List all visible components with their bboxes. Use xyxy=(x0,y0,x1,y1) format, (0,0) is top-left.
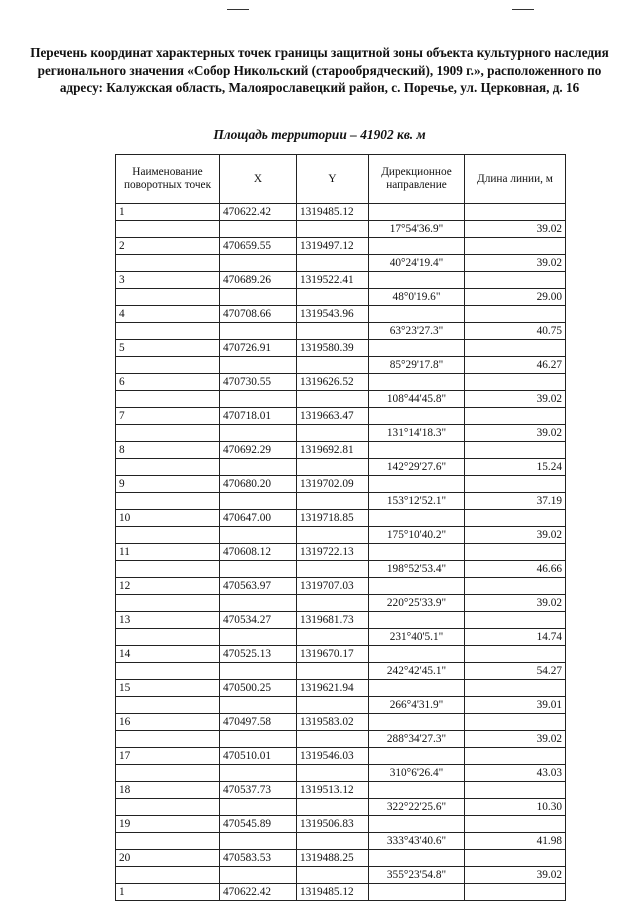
point-name: 7 xyxy=(116,408,220,425)
header-dash-left xyxy=(227,9,249,10)
point-name: 20 xyxy=(116,850,220,867)
empty-cell xyxy=(220,255,297,272)
empty-cell xyxy=(220,833,297,850)
segment-length: 39.02 xyxy=(465,527,566,544)
point-x: 470563.97 xyxy=(220,578,297,595)
point-y: 1319722.13 xyxy=(297,544,369,561)
segment-length: 29.00 xyxy=(465,289,566,306)
empty-cell xyxy=(297,595,369,612)
empty-cell xyxy=(369,272,465,289)
segment-length: 14.74 xyxy=(465,629,566,646)
point-y: 1319513.12 xyxy=(297,782,369,799)
empty-cell xyxy=(297,527,369,544)
point-name: 6 xyxy=(116,374,220,391)
empty-cell xyxy=(369,782,465,799)
segment-length: 39.02 xyxy=(465,425,566,442)
empty-cell xyxy=(465,238,566,255)
empty-cell xyxy=(220,663,297,680)
empty-cell xyxy=(297,731,369,748)
empty-cell xyxy=(369,816,465,833)
empty-cell xyxy=(465,578,566,595)
empty-cell xyxy=(369,612,465,629)
empty-cell xyxy=(220,391,297,408)
table-row xyxy=(116,612,566,629)
empty-cell xyxy=(116,323,220,340)
segment-length: 39.02 xyxy=(465,221,566,238)
point-y: 1319663.47 xyxy=(297,408,369,425)
table-row xyxy=(116,714,566,731)
empty-cell xyxy=(297,459,369,476)
empty-cell xyxy=(369,306,465,323)
empty-cell xyxy=(116,799,220,816)
point-x: 470726.91 xyxy=(220,340,297,357)
area-caption: Площадь территории – 41902 кв. м xyxy=(213,127,426,142)
table-row xyxy=(116,782,566,799)
segment-direction: 266°4'31.9" xyxy=(369,697,465,714)
point-y: 1319497.12 xyxy=(297,238,369,255)
table-body xyxy=(116,204,566,901)
table-row xyxy=(116,765,566,782)
empty-cell xyxy=(465,714,566,731)
point-x: 470647.00 xyxy=(220,510,297,527)
point-name: 2 xyxy=(116,238,220,255)
table-row xyxy=(116,527,566,544)
point-y: 1319626.52 xyxy=(297,374,369,391)
header-dash-right xyxy=(512,9,534,10)
empty-cell xyxy=(369,510,465,527)
segment-length: 46.27 xyxy=(465,357,566,374)
table-row xyxy=(116,884,566,901)
empty-cell xyxy=(369,544,465,561)
empty-cell xyxy=(465,884,566,901)
empty-cell xyxy=(220,731,297,748)
table-row xyxy=(116,408,566,425)
empty-cell xyxy=(465,680,566,697)
table-row xyxy=(116,595,566,612)
segment-direction: 63°23'27.3" xyxy=(369,323,465,340)
point-x: 470583.53 xyxy=(220,850,297,867)
empty-cell xyxy=(465,340,566,357)
empty-cell xyxy=(369,442,465,459)
empty-cell xyxy=(116,765,220,782)
point-y: 1319681.73 xyxy=(297,612,369,629)
empty-cell xyxy=(369,748,465,765)
empty-cell xyxy=(116,629,220,646)
table-row xyxy=(116,663,566,680)
point-name: 16 xyxy=(116,714,220,731)
segment-direction: 40°24'19.4" xyxy=(369,255,465,272)
point-x: 470680.20 xyxy=(220,476,297,493)
point-x: 470689.26 xyxy=(220,272,297,289)
table-row xyxy=(116,833,566,850)
segment-direction: 17°54'36.9" xyxy=(369,221,465,238)
empty-cell xyxy=(116,697,220,714)
point-x: 470730.55 xyxy=(220,374,297,391)
empty-cell xyxy=(297,799,369,816)
point-y: 1319580.39 xyxy=(297,340,369,357)
table-row xyxy=(116,255,566,272)
segment-direction: 355°23'54.8" xyxy=(369,867,465,884)
table-row xyxy=(116,510,566,527)
segment-length: 43.03 xyxy=(465,765,566,782)
empty-cell xyxy=(369,238,465,255)
empty-cell xyxy=(465,612,566,629)
point-x: 470525.13 xyxy=(220,646,297,663)
empty-cell xyxy=(116,425,220,442)
table-row xyxy=(116,238,566,255)
table-row xyxy=(116,306,566,323)
empty-cell xyxy=(297,697,369,714)
empty-cell xyxy=(116,493,220,510)
segment-direction: 198°52'53.4" xyxy=(369,561,465,578)
point-y: 1319621.94 xyxy=(297,680,369,697)
segment-length: 46.66 xyxy=(465,561,566,578)
empty-cell xyxy=(220,323,297,340)
empty-cell xyxy=(369,680,465,697)
empty-cell xyxy=(116,357,220,374)
point-y: 1319488.25 xyxy=(297,850,369,867)
empty-cell xyxy=(297,867,369,884)
table-row xyxy=(116,799,566,816)
point-y: 1319670.17 xyxy=(297,646,369,663)
header-y: Y xyxy=(297,155,369,204)
point-x: 470692.29 xyxy=(220,442,297,459)
segment-direction: 288°34'27.3" xyxy=(369,731,465,748)
empty-cell xyxy=(465,476,566,493)
empty-cell xyxy=(297,663,369,680)
point-name: 5 xyxy=(116,340,220,357)
point-y: 1319718.85 xyxy=(297,510,369,527)
empty-cell xyxy=(220,221,297,238)
empty-cell xyxy=(297,425,369,442)
point-x: 470708.66 xyxy=(220,306,297,323)
point-y: 1319485.12 xyxy=(297,204,369,221)
header-point-name: Наименование поворотных точек xyxy=(116,155,220,204)
empty-cell xyxy=(369,646,465,663)
table-row xyxy=(116,204,566,221)
empty-cell xyxy=(465,850,566,867)
empty-cell xyxy=(220,289,297,306)
point-name: 4 xyxy=(116,306,220,323)
empty-cell xyxy=(297,629,369,646)
segment-direction: 310°6'26.4" xyxy=(369,765,465,782)
table-row xyxy=(116,646,566,663)
segment-direction: 322°22'25.6" xyxy=(369,799,465,816)
table-row xyxy=(116,629,566,646)
point-name: 19 xyxy=(116,816,220,833)
empty-cell xyxy=(465,306,566,323)
segment-direction: 333°43'40.6" xyxy=(369,833,465,850)
header-direction: Дирекционное направление xyxy=(369,155,465,204)
table-row xyxy=(116,561,566,578)
empty-cell xyxy=(220,765,297,782)
point-name: 1 xyxy=(116,204,220,221)
point-x: 470718.01 xyxy=(220,408,297,425)
empty-cell xyxy=(220,527,297,544)
table-row xyxy=(116,578,566,595)
empty-cell xyxy=(116,561,220,578)
segment-direction: 85°29'17.8" xyxy=(369,357,465,374)
point-name: 3 xyxy=(116,272,220,289)
empty-cell xyxy=(297,255,369,272)
coordinates-table xyxy=(115,154,566,901)
point-x: 470545.89 xyxy=(220,816,297,833)
document-title: Перечень координат характерных точек границы защитной зоны объекта культурного наследия регионального значения «Собор Никольский (старообрядческий), 1909 г.», расположенного по адресу: Калужская область, Малоярославецкий район, с. Поречье, ул. Церковная, д. 16 xyxy=(30,45,609,96)
point-y: 1319485.12 xyxy=(297,884,369,901)
segment-length: 39.02 xyxy=(465,867,566,884)
empty-cell xyxy=(465,748,566,765)
table-row xyxy=(116,340,566,357)
table-row xyxy=(116,442,566,459)
empty-cell xyxy=(297,289,369,306)
table-row xyxy=(116,374,566,391)
empty-cell xyxy=(220,697,297,714)
table-row xyxy=(116,272,566,289)
empty-cell xyxy=(465,544,566,561)
table-row xyxy=(116,697,566,714)
empty-cell xyxy=(116,391,220,408)
empty-cell xyxy=(369,578,465,595)
point-y: 1319707.03 xyxy=(297,578,369,595)
point-name: 15 xyxy=(116,680,220,697)
segment-length: 39.02 xyxy=(465,255,566,272)
table-row xyxy=(116,544,566,561)
point-x: 470659.55 xyxy=(220,238,297,255)
empty-cell xyxy=(116,595,220,612)
empty-cell xyxy=(220,867,297,884)
point-x: 470622.42 xyxy=(220,204,297,221)
empty-cell xyxy=(116,289,220,306)
point-x: 470622.42 xyxy=(220,884,297,901)
table-row xyxy=(116,816,566,833)
point-name: 10 xyxy=(116,510,220,527)
empty-cell xyxy=(297,357,369,374)
empty-cell xyxy=(465,782,566,799)
table-row xyxy=(116,357,566,374)
empty-cell xyxy=(297,765,369,782)
empty-cell xyxy=(220,629,297,646)
point-name: 13 xyxy=(116,612,220,629)
segment-length: 39.01 xyxy=(465,697,566,714)
segment-direction: 48°0'19.6" xyxy=(369,289,465,306)
empty-cell xyxy=(465,442,566,459)
empty-cell xyxy=(116,527,220,544)
table-row xyxy=(116,221,566,238)
segment-direction: 153°12'52.1" xyxy=(369,493,465,510)
table-row xyxy=(116,850,566,867)
segment-length: 10.30 xyxy=(465,799,566,816)
empty-cell xyxy=(465,272,566,289)
empty-cell xyxy=(116,255,220,272)
segment-length: 41.98 xyxy=(465,833,566,850)
table-row xyxy=(116,459,566,476)
point-x: 470537.73 xyxy=(220,782,297,799)
point-name: 9 xyxy=(116,476,220,493)
table-row xyxy=(116,493,566,510)
empty-cell xyxy=(220,799,297,816)
point-y: 1319546.03 xyxy=(297,748,369,765)
point-x: 470534.27 xyxy=(220,612,297,629)
segment-length: 54.27 xyxy=(465,663,566,680)
segment-length: 39.02 xyxy=(465,595,566,612)
table-row xyxy=(116,867,566,884)
point-x: 470608.12 xyxy=(220,544,297,561)
empty-cell xyxy=(465,510,566,527)
table-row xyxy=(116,680,566,697)
segment-direction: 175°10'40.2" xyxy=(369,527,465,544)
empty-cell xyxy=(297,391,369,408)
point-y: 1319543.96 xyxy=(297,306,369,323)
segment-direction: 231°40'5.1" xyxy=(369,629,465,646)
point-y: 1319692.81 xyxy=(297,442,369,459)
point-y: 1319702.09 xyxy=(297,476,369,493)
segment-length: 39.02 xyxy=(465,731,566,748)
empty-cell xyxy=(116,833,220,850)
header-x: X xyxy=(220,155,297,204)
empty-cell xyxy=(297,833,369,850)
point-name: 17 xyxy=(116,748,220,765)
point-y: 1319583.02 xyxy=(297,714,369,731)
table-row xyxy=(116,425,566,442)
empty-cell xyxy=(465,408,566,425)
empty-cell xyxy=(220,595,297,612)
empty-cell xyxy=(297,221,369,238)
point-name: 11 xyxy=(116,544,220,561)
segment-length: 39.02 xyxy=(465,391,566,408)
point-name: 1 xyxy=(116,884,220,901)
segment-direction: 242°42'45.1" xyxy=(369,663,465,680)
table-row xyxy=(116,476,566,493)
table-row xyxy=(116,391,566,408)
empty-cell xyxy=(116,867,220,884)
empty-cell xyxy=(116,663,220,680)
empty-cell xyxy=(116,731,220,748)
empty-cell xyxy=(465,816,566,833)
empty-cell xyxy=(297,493,369,510)
header-length: Длина линии, м xyxy=(465,155,566,204)
table-row xyxy=(116,748,566,765)
empty-cell xyxy=(465,374,566,391)
empty-cell xyxy=(369,340,465,357)
point-name: 8 xyxy=(116,442,220,459)
empty-cell xyxy=(369,374,465,391)
empty-cell xyxy=(220,493,297,510)
empty-cell xyxy=(369,408,465,425)
segment-direction: 220°25'33.9" xyxy=(369,595,465,612)
empty-cell xyxy=(369,204,465,221)
empty-cell xyxy=(220,459,297,476)
segment-direction: 108°44'45.8" xyxy=(369,391,465,408)
point-name: 18 xyxy=(116,782,220,799)
empty-cell xyxy=(297,561,369,578)
segment-length: 37.19 xyxy=(465,493,566,510)
segment-length: 40.75 xyxy=(465,323,566,340)
segment-direction: 131°14'18.3" xyxy=(369,425,465,442)
point-name: 14 xyxy=(116,646,220,663)
table-row xyxy=(116,323,566,340)
empty-cell xyxy=(220,561,297,578)
point-x: 470497.58 xyxy=(220,714,297,731)
empty-cell xyxy=(220,357,297,374)
table-row xyxy=(116,289,566,306)
point-x: 470500.25 xyxy=(220,680,297,697)
point-x: 470510.01 xyxy=(220,748,297,765)
empty-cell xyxy=(369,884,465,901)
table-row xyxy=(116,731,566,748)
table-header-row xyxy=(116,155,566,204)
point-y: 1319506.83 xyxy=(297,816,369,833)
empty-cell xyxy=(369,850,465,867)
empty-cell xyxy=(369,476,465,493)
empty-cell xyxy=(465,646,566,663)
segment-direction: 142°29'27.6" xyxy=(369,459,465,476)
empty-cell xyxy=(220,425,297,442)
empty-cell xyxy=(297,323,369,340)
empty-cell xyxy=(465,204,566,221)
empty-cell xyxy=(116,221,220,238)
empty-cell xyxy=(369,714,465,731)
point-name: 12 xyxy=(116,578,220,595)
point-y: 1319522.41 xyxy=(297,272,369,289)
empty-cell xyxy=(116,459,220,476)
segment-length: 15.24 xyxy=(465,459,566,476)
